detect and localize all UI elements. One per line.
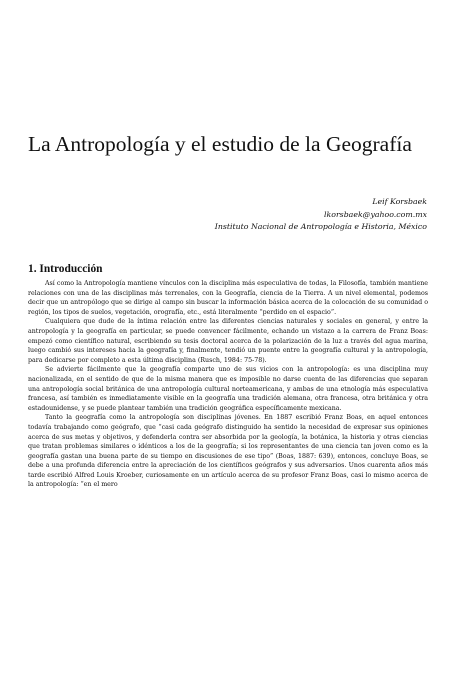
article-title: La Antropología y el estudio de la Geografía [28, 132, 412, 156]
paragraph: Se advierte fácilmente que la geografía comparte uno de sus vicios con la antropología: es una disciplina muy nacionalizada, en el sentido de que de la misma manera que es imposible no darse cuenta de las diferencias que separan una antropología social británica de una antropología cultural norteamericana, y ambas de una etnología más especulativa francesa, así también es inmediatamente visible en la geografía una tradición alemana, otra francesa, otra británica y otra estadounidense, y se puede plantear también una tradición geográfica específicamente mexicana. [28, 366, 428, 412]
author-email: lkorsbaek@yahoo.com.mx [324, 209, 427, 219]
author-affiliation: Instituto Nacional de Antropología e Historia, México [214, 222, 427, 231]
author-name: Leif Korsbaek [372, 197, 427, 206]
body-text [28, 279, 428, 490]
section-heading: 1. Introducción [28, 263, 103, 275]
paragraph: Así como la Antropología mantiene vínculos con la disciplina más especulativa de todas, la Filosofía, también mantiene relaciones con una de las disciplinas más terrenales, con la Geografía, ciencia de la Tierra. A un nivel elemental, podemos decir que un antropólogo que se dirige al campo sin buscar la información básica acerca de la colocación de su comunidad o región, los tipos de suelos, vegetación, orografía, etc., está literalmente “perdido en el espacio”. [28, 280, 428, 316]
paragraph: Cualquiera que dude de la íntima relación entre las diferentes ciencias naturales y sociales en general, y entre la antropología y la geografía en particular, se puede convencer fácilmente, echando un vistazo a la carrera de Franz Boas: empezó como científico natural, escribiendo su tesis doctoral acerca de la polarización de la luz a través del agua marina, luego cambió sus intereses hacia la geografía y, finalmente, tendió un puente entre la geografía cultural y la antropología, para dedicarse por completo a esta última disciplina (Rusch, 1984: 75-78). [28, 318, 428, 364]
paragraph: Tanto la geografía como la antropología son disciplinas jóvenes. En 1887 escribió Franz Boas, en aquel entonces todavía trabajando como geógrafo, que “casi cada geógrafo distinguido ha sentido la necesidad de expresar sus opiniones acerca de sus metas y objetivos, y defenderla contra ser absorbida por la geología, la botánica, la historia y otras ciencias que tratan problemas similares o idénticos a los de la geografía; si los representantes de una ciencia tan joven como es la geografía gastan una buena parte de su tiempo en discusiones de ese tipo” (Boas, 1887: 639), entonces, concluye Boas, se debe a una profunda diferencia entre la apreciación de los científicos geógrafos y sus adversarios. Unos cuarenta años más tarde escribió Alfred Louis Kroeber, curiosamente en un artículo acerca de su profesor Franz Boas, casi lo mismo acerca de la antropología: “en el mero [28, 414, 428, 489]
author-block [97, 196, 427, 234]
